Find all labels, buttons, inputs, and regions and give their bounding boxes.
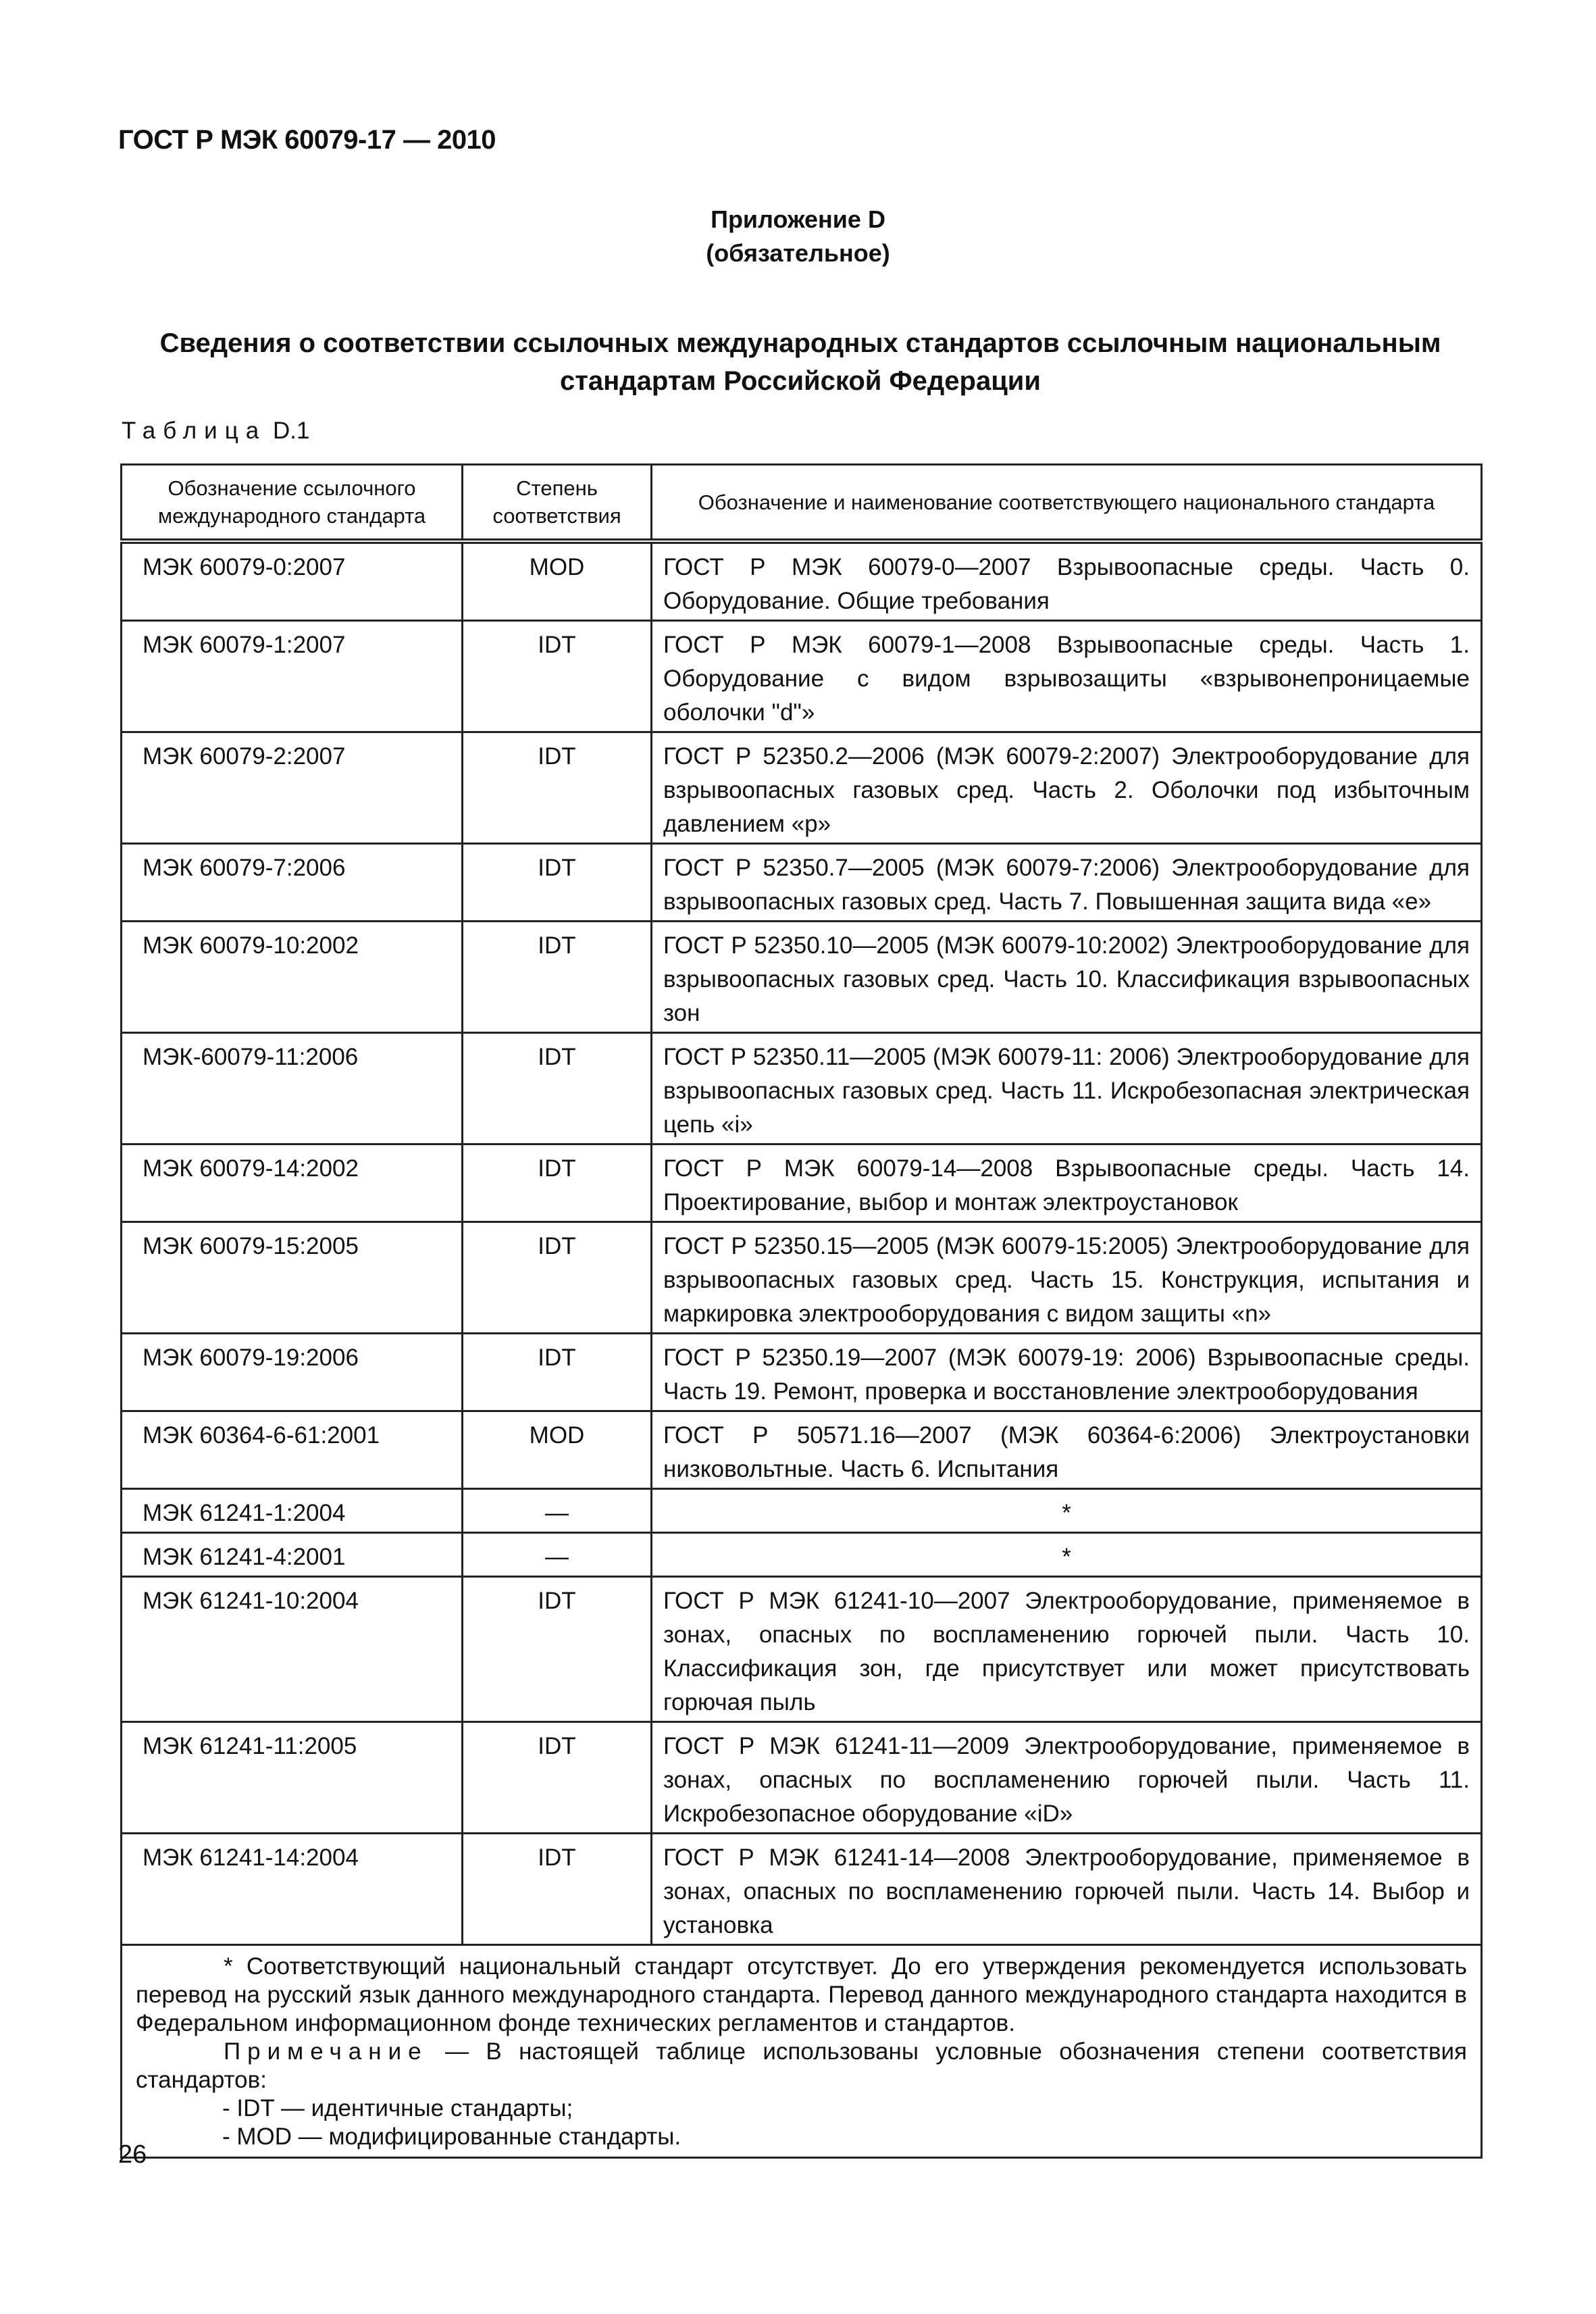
table-body	[122, 541, 1482, 1945]
intl-standard-cell: МЭК-60079-11:2006	[122, 1033, 463, 1145]
header-intl-standard: Обозначение ссылочного международного стандарта	[122, 465, 463, 542]
intl-standard-cell: МЭК 60079-2:2007	[122, 732, 463, 844]
degree-cell: IDT	[463, 621, 652, 732]
national-standard-cell: ГОСТ Р 52350.15—2005 (МЭК 60079-15:2005) Электрооборудование для взрывоопасных газовых сред. Часть 15. Конструкция, испытания и маркировка электрооборудования с видом защиты «n»	[652, 1222, 1482, 1334]
intl-standard-cell: МЭК 60079-19:2006	[122, 1334, 463, 1411]
annex-status: (обязательное)	[706, 239, 890, 267]
degree-cell: IDT	[463, 1334, 652, 1411]
intl-standard-cell: МЭК 60079-1:2007	[122, 621, 463, 732]
degree-cell: IDT	[463, 1834, 652, 1945]
degree-cell: MOD	[463, 541, 652, 621]
annex-heading	[0, 203, 1596, 270]
degree-cell: MOD	[463, 1411, 652, 1489]
degree-cell: IDT	[463, 1222, 652, 1334]
annex-title-line-1: Сведения о соответствии ссылочных международных стандартов ссылочным национальным	[159, 328, 1441, 358]
national-standard-cell: *	[652, 1489, 1482, 1533]
national-standard-cell: ГОСТ Р 52350.19—2007 (МЭК 60079-19: 2006) Взрывоопасные среды. Часть 19. Ремонт, проверка и восстановление электрооборудования	[652, 1334, 1482, 1411]
intl-standard-cell: МЭК 60079-15:2005	[122, 1222, 463, 1334]
intl-standard-cell: МЭК 60364-6-61:2001	[122, 1411, 463, 1489]
national-standard-cell: ГОСТ Р 50571.16—2007 (МЭК 60364-6:2006) Электроустановки низковольтные. Часть 6. Испытания	[652, 1411, 1482, 1489]
note-label: Примечание	[224, 2038, 428, 2065]
table-row	[122, 541, 1482, 621]
table-footer-row	[122, 1945, 1482, 2158]
degree-cell: IDT	[463, 1722, 652, 1834]
national-standard-cell: ГОСТ Р МЭК 61241-11—2009 Электрооборудование, применяемое в зонах, опасных по воспламенению горючей пыли. Часть 11. Искробезопасное оборудование «iD»	[652, 1722, 1482, 1834]
national-standard-cell: ГОСТ Р 52350.7—2005 (МЭК 60079-7:2006) Электрооборудование для взрывоопасных газовых сред. Часть 7. Повышенная защита вида «е»	[652, 844, 1482, 922]
table-row	[122, 1033, 1482, 1145]
header-national-standard: Обозначение и наименование соответствующего национального стандарта	[652, 465, 1482, 542]
table-caption-prefix: Таблица	[122, 418, 267, 444]
note-item: - IDT — идентичные стандарты;	[222, 2095, 573, 2121]
intl-standard-cell: МЭК 61241-10:2004	[122, 1577, 463, 1722]
note-item: - MOD — модифицированные стандарты.	[222, 2123, 681, 2150]
table-row	[122, 1722, 1482, 1834]
header-degree: Степень соответствия	[463, 465, 652, 542]
annex-title	[118, 324, 1483, 400]
table-row	[122, 922, 1482, 1033]
degree-cell: IDT	[463, 732, 652, 844]
intl-standard-cell: МЭК 60079-10:2002	[122, 922, 463, 1033]
national-standard-cell: ГОСТ Р МЭК 60079-0—2007 Взрывоопасные среды. Часть 0. Оборудование. Общие требования	[652, 541, 1482, 621]
intl-standard-cell: МЭК 61241-4:2001	[122, 1533, 463, 1577]
intl-standard-cell: МЭК 60079-0:2007	[122, 541, 463, 621]
table-row	[122, 1489, 1482, 1533]
national-standard-cell: ГОСТ Р 52350.10—2005 (МЭК 60079-10:2002) Электрооборудование для взрывоопасных газовых сред. Часть 10. Классификация взрывоопасных зон	[652, 922, 1482, 1033]
table-row	[122, 1145, 1482, 1222]
intl-standard-cell: МЭК 60079-7:2006	[122, 844, 463, 922]
table-caption	[122, 418, 309, 445]
intl-standard-cell: МЭК 61241-11:2005	[122, 1722, 463, 1834]
document-code: ГОСТ Р МЭК 60079-17 — 2010	[118, 125, 496, 155]
table-notes	[122, 1945, 1482, 2158]
page-number: 26	[118, 2140, 147, 2169]
national-standard-cell: ГОСТ Р МЭК 61241-10—2007 Электрооборудование, применяемое в зонах, опасных по воспламенению горючей пыли. Часть 10. Классификация зон, где присутствует или может присутствовать горючая пыль	[652, 1577, 1482, 1722]
table-row	[122, 732, 1482, 844]
degree-cell: IDT	[463, 1033, 652, 1145]
degree-cell: IDT	[463, 1577, 652, 1722]
degree-cell: IDT	[463, 922, 652, 1033]
national-standard-cell: ГОСТ Р МЭК 60079-14—2008 Взрывоопасные среды. Часть 14. Проектирование, выбор и монтаж электроустановок	[652, 1145, 1482, 1222]
table-row	[122, 1411, 1482, 1489]
national-standard-cell: *	[652, 1533, 1482, 1577]
annex-title-line-2: стандартам Российской Федерации	[560, 366, 1041, 396]
table-row	[122, 1533, 1482, 1577]
footnote: * Соответствующий национальный стандарт отсутствует. До его утверждения рекомендуется использовать перевод на русский язык данного международного стандарта. Перевод данного международного стандарта находится в Федеральном информационном фонде технических регламентов и стандартов.	[136, 1953, 1467, 2036]
table-row	[122, 1577, 1482, 1722]
degree-cell: IDT	[463, 1145, 652, 1222]
intl-standard-cell: МЭК 61241-1:2004	[122, 1489, 463, 1533]
table-header-row	[122, 465, 1482, 542]
national-standard-cell: ГОСТ Р 52350.11—2005 (МЭК 60079-11: 2006) Электрооборудование для взрывоопасных газовых сред. Часть 11. Искробезопасная электрическая цепь «i»	[652, 1033, 1482, 1145]
national-standard-cell: ГОСТ Р 52350.2—2006 (МЭК 60079-2:2007) Электрооборудование для взрывоопасных газовых сред. Часть 2. Оболочки под избыточным давлением «р»	[652, 732, 1482, 844]
degree-cell: —	[463, 1533, 652, 1577]
table-row	[122, 1334, 1482, 1411]
note-text: — В настоящей таблице использованы условные обозначения степени соответствия стандартов:	[136, 2038, 1467, 2093]
national-standard-cell: ГОСТ Р МЭК 61241-14—2008 Электрооборудование, применяемое в зонах, опасных по воспламенению горючей пыли. Часть 14. Выбор и установка	[652, 1834, 1482, 1945]
table-row	[122, 1222, 1482, 1334]
note	[136, 2038, 1467, 2094]
degree-cell: —	[463, 1489, 652, 1533]
table-row	[122, 844, 1482, 922]
degree-cell: IDT	[463, 844, 652, 922]
annex-label: Приложение D	[711, 205, 885, 233]
national-standard-cell: ГОСТ Р МЭК 60079-1—2008 Взрывоопасные среды. Часть 1. Оборудование с видом взрывозащиты «взрывонепроницаемые оболочки "d"»	[652, 621, 1482, 732]
table-row	[122, 621, 1482, 732]
table-caption-number: D.1	[272, 418, 310, 444]
table-row	[122, 1834, 1482, 1945]
standards-table	[120, 463, 1483, 2159]
intl-standard-cell: МЭК 61241-14:2004	[122, 1834, 463, 1945]
intl-standard-cell: МЭК 60079-14:2002	[122, 1145, 463, 1222]
